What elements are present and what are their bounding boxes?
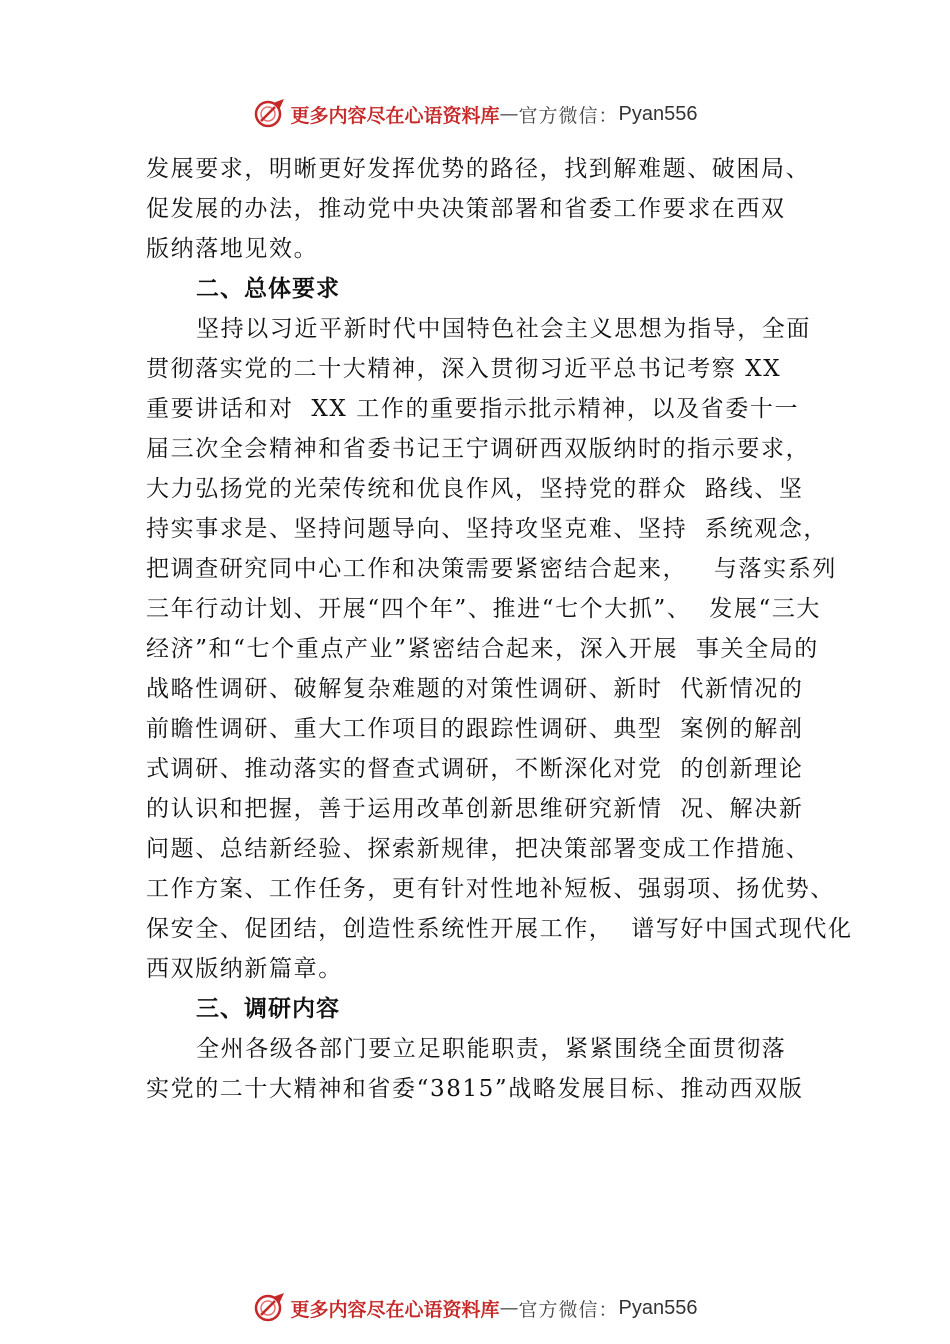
banner-wechat-id: Pyan556 (618, 102, 698, 125)
banner-brand-text: 更多内容尽在心语资料库 (290, 1298, 500, 1321)
body-line: 坚持以习近平新时代中国特色社会主义思想为指导，全面 (196, 316, 811, 342)
body-line: 发展要求，明晰更好发挥优势的路径，找到解难题、破困局、 (146, 156, 811, 182)
banner-wechat-id: Pyan556 (618, 1296, 698, 1319)
body-line: 三年行动计划、开展“四个年”、推进“七个大抓”、 发展“三大 (146, 596, 822, 622)
body-line: 持实事求是、坚持问题导向、坚持攻坚克难、坚持 系统观念， (146, 516, 829, 542)
body-line: 大力弘扬党的光荣传统和优良作风，坚持党的群众 路线、坚 (146, 476, 804, 502)
body-line: 实党的二十大精神和省委“3815”战略发展目标、推动西双版 (146, 1076, 804, 1102)
section-heading-overall-requirements: 二、总体要求 (196, 276, 340, 302)
brand-logo-icon (253, 97, 287, 131)
body-line: 把调查研究同中心工作和决策需要紧密结合起来， 与落实系列 (146, 556, 837, 582)
body-line: 的认识和把握，善于运用改革创新思维研究新情 况、解决新 (146, 796, 804, 822)
banner-separator: — (499, 1297, 519, 1319)
body-line: 西双版纳新篇章。 (146, 956, 343, 982)
body-line: 战略性调研、破解复杂难题的对策性调研、新时 代新情况的 (146, 676, 804, 702)
header-watermark-banner (0, 94, 950, 134)
body-line: 问题、总结新经验、探索新规律，把决策部署变成工作措施、 (146, 836, 811, 862)
banner-separator: — (499, 103, 519, 125)
brand-logo-icon (253, 1291, 287, 1325)
body-line: 经济”和“七个重点产业”紧密结合起来，深入开展 事关全局的 (146, 636, 819, 662)
body-line: 版纳落地见效。 (146, 236, 319, 262)
body-line: 促发展的办法，推动党中央决策部署和省委工作要求在西双 (146, 196, 786, 222)
section-heading-research-content: 三、调研内容 (196, 996, 340, 1022)
banner-brand-text: 更多内容尽在心语资料库 (290, 104, 500, 127)
footer-watermark-banner (0, 1288, 950, 1328)
body-line: 前瞻性调研、重大工作项目的跟踪性调研、典型 案例的解剖 (146, 716, 804, 742)
body-line: 全州各级各部门要立足职能职责，紧紧围绕全面贯彻落 (196, 1036, 787, 1062)
body-line: 届三次全会精神和省委书记王宁调研西双版纳时的指示要求， (146, 436, 811, 462)
body-line: 保安全、促团结，创造性系统性开展工作， 谱写好中国式现代化 (146, 916, 853, 942)
body-line: 重要讲话和对 XX 工作的重要指示批示精神，以及省委十一 (146, 396, 800, 422)
body-line: 贯彻落实党的二十大精神，深入贯彻习近平总书记考察 XX (146, 356, 782, 382)
body-line: 式调研、推动落实的督查式调研，不断深化对党 的创新理论 (146, 756, 804, 782)
banner-wechat-label: 官方微信： (518, 1298, 619, 1321)
banner-wechat-label: 官方微信： (518, 104, 619, 127)
body-line: 工作方案、工作任务，更有针对性地补短板、强弱项、扬优势、 (146, 876, 835, 902)
